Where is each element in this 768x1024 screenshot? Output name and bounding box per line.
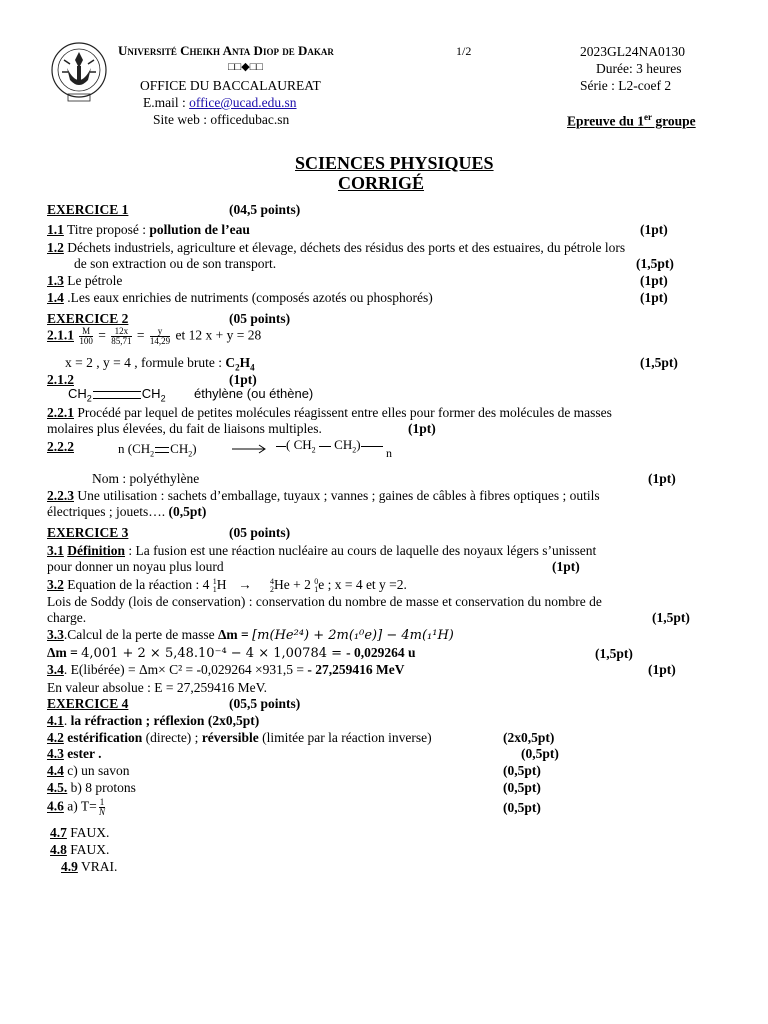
office-name: OFFICE DU BACCALAUREAT — [140, 78, 321, 93]
nuclide-e-indices: 0 1 — [314, 576, 319, 594]
page-number: 1/2 — [456, 44, 472, 58]
q-number: 3.1 — [47, 543, 64, 558]
ex4-q44 — [47, 763, 129, 779]
epreuve-sup: er — [644, 112, 653, 122]
product-n: n — [386, 446, 392, 460]
ex2-q221-cont: molaires plus élevées, du fait de liaisons multiples. — [47, 421, 322, 436]
delta-m: Δm = — [47, 645, 82, 660]
university-name: Université Cheikh Anta Diop de Dakar — [118, 43, 334, 58]
fraction-12x: $\frac{12x}{85,71}$ — [111, 326, 132, 346]
q-number: 4.1 — [47, 713, 64, 728]
ex3-q34-abs: En valeur absolue : E = 27,259416 MeV. — [47, 680, 267, 695]
ex3-points: (05 points) — [229, 525, 291, 540]
reactant-n: n ( — [118, 441, 133, 456]
q-answer: c) un savon — [67, 763, 130, 778]
q-number: 3.3 — [47, 627, 64, 642]
arrow-icon — [232, 443, 268, 455]
q-text: (directe) ; — [142, 730, 202, 745]
epreuve-end: groupe — [652, 113, 696, 129]
reactant-ch2-a: CH — [132, 441, 151, 456]
q-text: et 12 x + y = 28 — [175, 327, 262, 343]
email-line — [143, 95, 297, 111]
product-open: ( — [286, 437, 291, 452]
fraction-y: $\frac{y}{14,29}$ — [149, 326, 171, 346]
ex3-heading: EXERCICE 3 — [47, 525, 129, 540]
ex2-q222-points: (1pt) — [648, 471, 676, 486]
ex3-q31 — [47, 543, 596, 559]
q-text: .Calcul de la perte de masse — [63, 627, 218, 642]
q-number: 4.2 — [47, 730, 64, 745]
ex3-q33-calc — [47, 645, 416, 661]
ex4-q45-points: (0,5pt) — [503, 780, 541, 795]
page-title: SCIENCES PHYSIQUES — [295, 153, 494, 173]
ex3-q32 — [47, 577, 407, 594]
ex4-q44-points: (0,5pt) — [503, 763, 541, 778]
ex3-q33 — [47, 627, 454, 643]
ex2-q222-name: Nom : polyéthylène — [92, 471, 200, 486]
q-number: 2.2.1 — [47, 405, 74, 420]
ch2-right-sub: 2 — [160, 393, 166, 404]
ex2-q223-cont — [47, 504, 206, 520]
q-answer: estérification — [67, 730, 143, 745]
ex2-q211: 2.1.1 $\frac{M}{100}$ = $\frac{12x}{85,71}$ = $\frac{y}{14,29}$ et 12 x + y = 28 — [47, 326, 262, 346]
q-text: x = 2 , y = 4 , formule brute : — [65, 355, 226, 370]
energy-result: - 27,259416 MeV — [307, 662, 405, 677]
ex4-q41: 4.1. la réfraction ; réflexion (2x0,5pt) — [47, 713, 260, 728]
ex1-q4-points: (1pt) — [640, 290, 668, 305]
q-number: 4.9 — [61, 859, 78, 874]
formula-c-sub: 2 — [235, 362, 240, 373]
product-ch2-a: CH — [293, 437, 312, 452]
ex4-q43-points: (0,5pt) — [521, 746, 559, 761]
q-answer: FAUX. — [70, 825, 110, 840]
q-number: 1.4 — [47, 290, 64, 305]
q-answer: réversible — [201, 730, 259, 745]
arrow-icon: → — [238, 577, 252, 592]
q-points: (0,5pt) — [168, 504, 207, 519]
q-number: 4.4 — [47, 763, 64, 778]
ex3-q34-points: (1pt) — [648, 662, 676, 677]
ex2-heading: EXERCICE 2 — [47, 311, 129, 326]
website-line: Site web : officedubac.sn — [153, 112, 290, 127]
delta-m: Δm = — [217, 627, 253, 642]
ex1-q3 — [47, 273, 122, 289]
q-number: 4.6 — [47, 798, 64, 814]
ex4-q42 — [47, 730, 432, 746]
epreuve-text: Epreuve du 1 — [567, 113, 645, 129]
q-number: 1.2 — [47, 240, 64, 255]
q-text: Le pétrole — [63, 273, 123, 288]
ex4-points: (05,5 points) — [229, 696, 301, 711]
ex3-soddy-cont: charge. — [47, 610, 87, 625]
ex2-q223 — [47, 488, 600, 504]
exam-serie: Série : L2-coef 2 — [580, 78, 672, 93]
q-answer: b) 8 protons — [70, 780, 136, 795]
q-text: Une utilisation : sachets d’emballage, tuyaux ; vannes ; gaines de câbles à fibres optiques ; outils — [74, 488, 600, 503]
ex4-q43 — [47, 746, 101, 762]
q-text: Equation de la réaction : 4 — [63, 577, 213, 592]
q-number: 4.5. — [47, 780, 68, 795]
nuclide-he-indices: 4 2 — [269, 576, 274, 594]
ethylene-name: éthylène (ou éthène) — [194, 386, 314, 401]
formula-h-sub: 4 — [250, 362, 255, 373]
ch2-left: CH — [68, 386, 87, 401]
nuclide-h-indices: 1 1 — [212, 576, 217, 594]
ex1-heading: EXERCICE 1 — [47, 202, 129, 217]
q-text: ; x = 4 et y =2. — [324, 577, 407, 592]
ex2-q221 — [47, 405, 612, 421]
fraction-m: $\frac{M}{100}$ — [79, 326, 93, 346]
ex4-heading: EXERCICE 4 — [47, 696, 129, 711]
q-answer: VRAI. — [81, 859, 118, 874]
q-term: Définition — [67, 543, 126, 558]
reactant-ch2-b: CH — [170, 441, 189, 456]
product-ch2-b: CH — [334, 437, 353, 452]
ex1-q2 — [47, 240, 625, 256]
ex1-q1-points: (1pt) — [640, 222, 668, 237]
ex3-q31-points: (1pt) — [552, 559, 580, 574]
mass-loss-calc: 4,001 + 2 × 5,48.10⁻⁴ − 4 × 1,00784 = — [81, 646, 347, 661]
ex4-q42-points: (2x0,5pt) — [503, 730, 555, 745]
q-text: Déchets industriels, agriculture et élevage, déchets des résidus des ports et des estuaires, du pétrole lors — [63, 240, 626, 255]
q-text: + 2 — [289, 577, 315, 592]
page-subtitle: CORRIGÉ — [338, 173, 425, 193]
ex3-q34 — [47, 662, 405, 678]
reactant-close: ) — [192, 441, 197, 456]
q-text: (limitée par la réaction inverse) — [258, 730, 432, 745]
nuclide-e: e — [318, 577, 325, 592]
ex1-q1 — [47, 222, 250, 238]
q-number: 4.8 — [50, 842, 67, 857]
exam-code: 2023GL24NA0130 — [580, 44, 685, 59]
ex3-q32-points: (1,5pt) — [652, 610, 690, 625]
ex2-q212-points: (1pt) — [229, 372, 257, 387]
ex2-points: (05 points) — [229, 311, 291, 326]
nuclide-h: H — [216, 577, 227, 592]
exam-duration: Durée: 3 heures — [596, 61, 682, 76]
ex4-q46 — [47, 798, 107, 817]
ex2-q211-result — [65, 355, 255, 373]
q-number: 1.3 — [47, 273, 64, 288]
double-bond — [155, 447, 169, 453]
ex3-q31-cont: pour donner un noyau plus lourd — [47, 559, 224, 574]
ex3-soddy: Lois de Soddy (lois de conservation) : conservation du nombre de masse et conservation du nombre de — [47, 594, 602, 609]
email-label: E.mail : — [143, 95, 190, 110]
q-number: 3.2 — [47, 577, 64, 592]
fraction-1-over-n: $\frac{1}{N}$ — [98, 797, 105, 817]
ex4-q48 — [50, 842, 109, 858]
q-text: Titre proposé : — [63, 222, 150, 237]
q-text: : La fusion est une réaction nucléaire au cours de laquelle des noyaux légers s’unissent — [125, 543, 597, 558]
ex1-q2-points: (1,5pt) — [636, 256, 674, 271]
epreuve-group — [567, 112, 696, 130]
q-answer: ester . — [63, 746, 102, 761]
q-text: . E(libérée) = Δm× C² = -0,029264 ×931,5 = — [63, 662, 308, 677]
q-text: Procédé par lequel de petites molécules réagissent entre elles pour former des molécules de masses — [74, 405, 612, 420]
q-number: 2.2.3 — [47, 488, 74, 503]
header-separator: □□◆□□ — [228, 61, 264, 73]
email-link[interactable]: office@ucad.edu.sn — [189, 95, 297, 110]
ex1-points: (04,5 points) — [229, 202, 301, 217]
ex2-q211-points: (1,5pt) — [640, 355, 678, 370]
q-number: 4.3 — [47, 746, 64, 761]
q-answer: pollution de l’eau — [149, 222, 250, 237]
ethylene-formula — [68, 386, 166, 404]
ex4-q47 — [50, 825, 109, 841]
ex1-q3-points: (1pt) — [640, 273, 668, 288]
ex1-q2-cont: de son extraction ou de son transport. — [74, 256, 277, 271]
ex3-q33-points: (1,5pt) — [595, 646, 633, 661]
ch2-left-sub: 2 — [86, 393, 92, 404]
ex2-q221-points: (1pt) — [408, 421, 436, 436]
ex4-q49 — [61, 859, 117, 875]
polymerization-reactant: n ($CH_2$ $CH_2$) — [118, 441, 197, 459]
product-close: ) — [356, 437, 361, 452]
ex2-q222-number: 2.2.2 — [47, 439, 74, 454]
q-number: 2.1.1 — [47, 327, 74, 343]
polymerization-product: ( $CH_2$ $CH_2$) — [276, 437, 383, 455]
ex2-q212-number: 2.1.2 — [47, 372, 74, 387]
ucad-seal-logo — [50, 40, 108, 104]
mass-loss-formula: [m(He²⁴) + 2m(₁⁰e)] − 4m(₁¹H) — [252, 628, 454, 643]
q-points: (2x0,5pt) — [207, 713, 260, 728]
ex1-q4 — [47, 290, 433, 306]
q-number: 1.1 — [47, 222, 64, 237]
formula-h: H — [239, 355, 251, 370]
q-answer: FAUX. — [70, 842, 110, 857]
q-number: 3.4 — [47, 662, 64, 677]
q-number: 4.7 — [50, 825, 67, 840]
q-answer: a) T= — [67, 798, 97, 814]
mass-loss-result: - 0,029264 u — [346, 645, 416, 660]
ch2-right: CH — [141, 386, 161, 401]
q-answer: la réfraction ; réflexion — [70, 713, 205, 728]
q-text: .Les eaux enrichies de nutriments (composés azotés ou phosphorés) — [63, 290, 433, 305]
formula-c: C — [225, 355, 236, 370]
ex4-q45 — [47, 780, 136, 796]
q-text: électriques ; jouets…. — [47, 504, 166, 519]
double-bond — [93, 391, 141, 399]
nuclide-he: He — [273, 577, 290, 592]
ex4-q46-points: (0,5pt) — [503, 800, 541, 815]
